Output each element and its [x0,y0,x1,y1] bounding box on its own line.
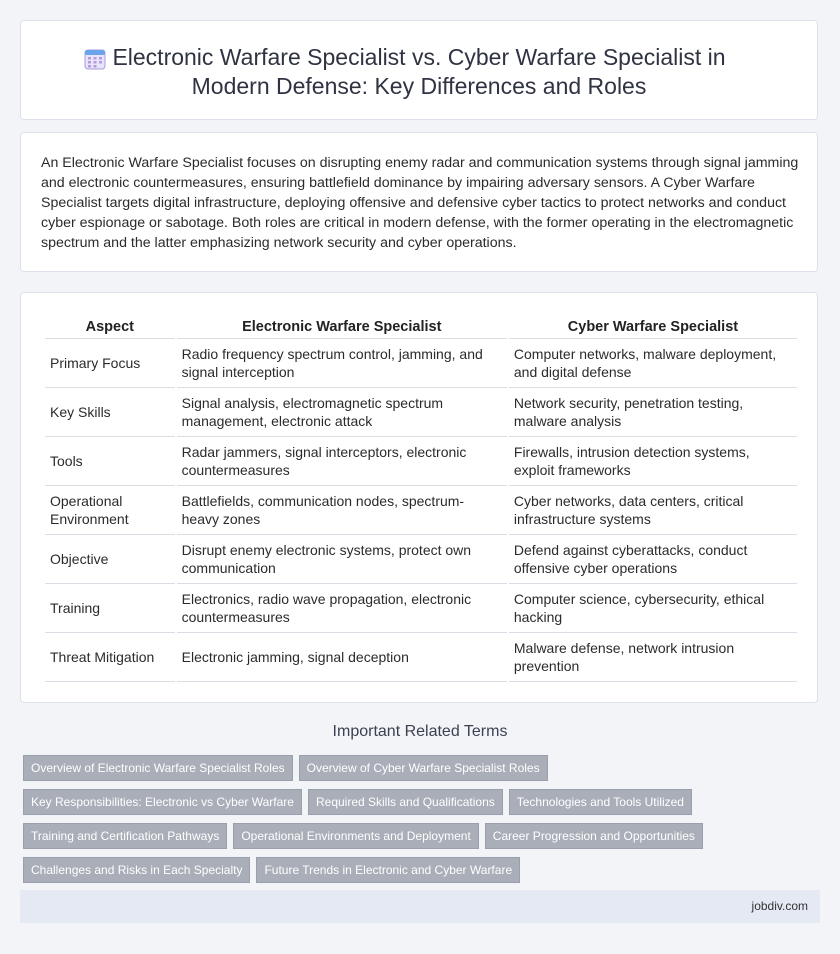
table-row [45,535,797,584]
related-term-tag[interactable]: Challenges and Risks in Each Specialty [23,857,250,883]
related-term-tag[interactable]: Career Progression and Opportunities [485,823,703,849]
comparison-table [43,315,799,682]
table-row [45,584,797,633]
cell-electronic: Electronic jamming, signal deception [177,633,507,682]
tag-row [23,823,813,849]
cell-electronic: Radio frequency spectrum control, jamming, and signal interception [177,339,507,388]
cell-cyber: Cyber networks, data centers, critical infrastructure systems [509,486,797,535]
table-header-row [45,315,797,339]
tag-row [23,755,813,781]
cell-electronic: Radar jammers, signal interceptors, electronic countermeasures [177,437,507,486]
table-row [45,437,797,486]
related-terms-title: Important Related Terms [332,723,508,740]
related-term-tag[interactable]: Future Trends in Electronic and Cyber Warfare [256,857,520,883]
cell-cyber: Malware defense, network intrusion prevention [509,633,797,682]
intro-card [20,132,818,272]
header-cyber-warfare: Cyber Warfare Specialist [509,315,797,339]
related-term-tag[interactable]: Required Skills and Qualifications [308,789,503,815]
cell-aspect: Primary Focus [45,339,175,388]
cell-cyber: Computer science, cybersecurity, ethical hacking [509,584,797,633]
cell-cyber: Firewalls, intrusion detection systems, exploit frameworks [509,437,797,486]
related-term-tag[interactable]: Overview of Electronic Warfare Specialist Roles [23,755,293,781]
footer-site-link[interactable]: jobdiv.com [751,899,808,913]
cell-cyber: Network security, penetration testing, malware analysis [509,388,797,437]
cell-cyber: Computer networks, malware deployment, and digital defense [509,339,797,388]
cell-aspect: Key Skills [45,388,175,437]
related-term-tag[interactable]: Overview of Cyber Warfare Specialist Roles [299,755,548,781]
title-card [20,20,818,120]
cell-electronic: Electronics, radio wave propagation, electronic countermeasures [177,584,507,633]
cell-cyber: Defend against cyberattacks, conduct offensive cyber operations [509,535,797,584]
related-term-tag[interactable]: Technologies and Tools Utilized [509,789,692,815]
comparison-card [20,292,818,703]
cell-aspect: Tools [45,437,175,486]
page-title-line-1: Electronic Warfare Specialist vs. Cyber Warfare Specialist in [112,44,726,70]
header-electronic-warfare: Electronic Warfare Specialist [177,315,507,339]
table-row [45,486,797,535]
page-title [21,43,817,101]
cell-electronic: Signal analysis, electromagnetic spectrum management, electronic attack [177,388,507,437]
header-aspect: Aspect [45,315,175,339]
cell-aspect: Training [45,584,175,633]
footer [20,890,820,923]
tag-row [23,789,813,815]
related-terms-list [23,755,813,891]
related-term-tag[interactable]: Key Responsibilities: Electronic vs Cyber Warfare [23,789,302,815]
table-row [45,388,797,437]
intro-paragraph: An Electronic Warfare Specialist focuses on disrupting enemy radar and communication systems through signal jamming and electronic countermeasures, ensuring battlefield dominance by impairing adversary sensors. A Cyber Warfare Specialist targets digital infrastructure, deploying offensive and defensive cyber tactics to protect networks and conduct cyber espionage or sabotage. Both roles are critical in modern defense, with the former operating in the electromagnetic spectrum and the latter emphasizing network security and cyber operations. [41,155,799,251]
cell-electronic: Battlefields, communication nodes, spectrum-heavy zones [177,486,507,535]
cell-aspect: Operational Environment [45,486,175,535]
page-title-line-2: Modern Defense: Key Differences and Roles [191,73,647,99]
table-row [45,339,797,388]
cell-aspect: Objective [45,535,175,584]
table-row [45,633,797,682]
related-term-tag[interactable]: Training and Certification Pathways [23,823,227,849]
related-term-tag[interactable]: Operational Environments and Deployment [233,823,478,849]
cell-aspect: Threat Mitigation [45,633,175,682]
cell-electronic: Disrupt enemy electronic systems, protect own communication [177,535,507,584]
tag-row [23,857,813,883]
